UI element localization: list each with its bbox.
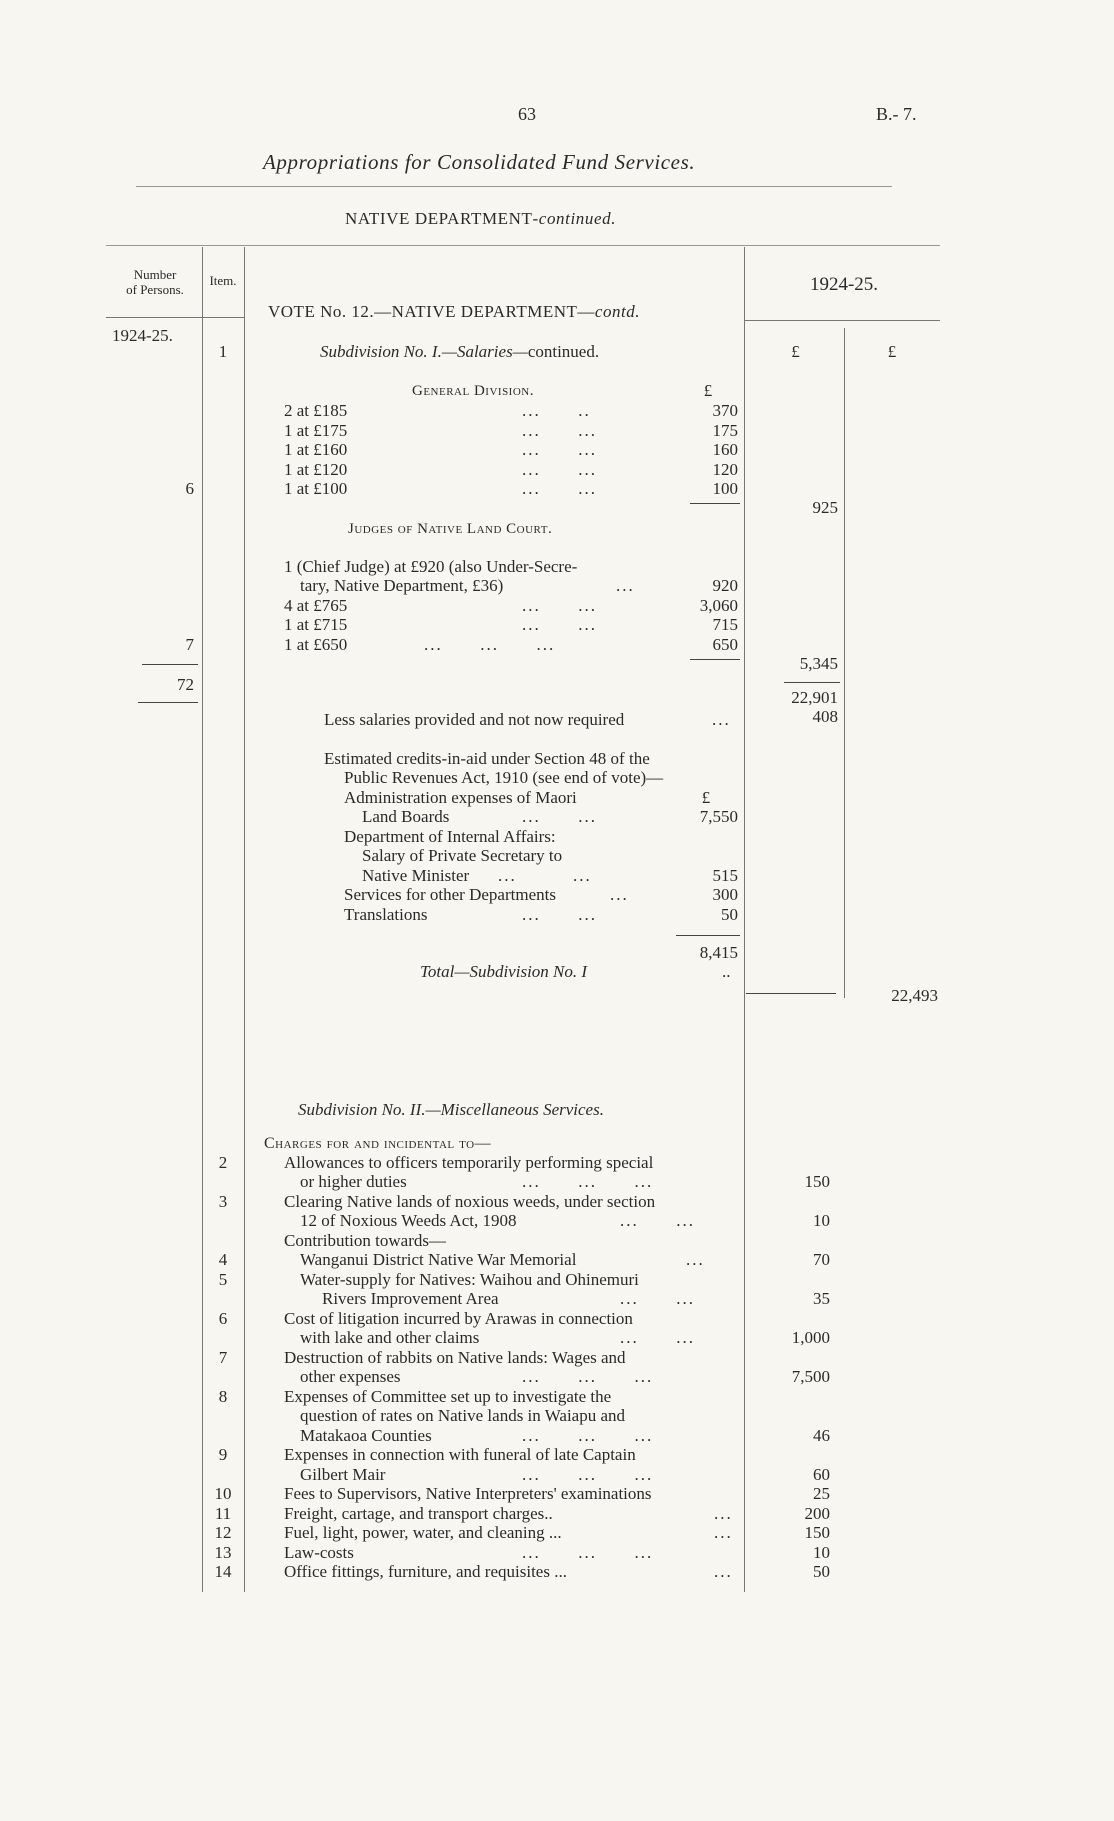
item-desc-divider [244,247,245,1592]
misc-item-desc: Matakaoa Counties [300,1426,432,1445]
department-heading-main: NATIVE DEPARTMENT [345,209,533,228]
misc-item-desc: Rivers Improvement Area [322,1289,499,1308]
credits-row-desc: Native Minister [362,866,470,885]
leader-dots: .. [722,962,731,981]
table-top-rule [106,245,940,246]
misc-item-desc: or higher duties [300,1172,407,1191]
total-subdivision-label: Total—Subdivision No. I [420,962,588,981]
leader-dots: ... ... [620,1289,695,1308]
general-row-amount: 160 [712,440,738,459]
item-number: 9 [218,1445,228,1464]
misc-item-amount: 200 [804,1504,830,1523]
leader-dots: ... [714,1562,733,1581]
gross-total: 22,901 [791,688,838,707]
misc-item-amount: 70 [813,1250,830,1269]
leader-dots: ... [616,576,635,595]
general-row-desc: 1 at £100 [284,479,348,498]
leader-dots: ... ... [522,460,597,479]
misc-item-desc: Gilbert Mair [300,1465,386,1484]
leader-dots: ... ... ... [522,1543,654,1562]
document-reference: B.- 7. [876,104,917,124]
desc-amount-divider [744,247,745,1592]
leader-dots: ... ... [498,866,592,885]
leader-dots: ... [610,885,629,904]
credits-row-amount: 7,550 [699,807,738,826]
page-title: Appropriations for Consolidated Fund Services. [263,150,696,174]
persons-total: 72 [177,675,194,694]
general-row-desc: 1 at £120 [284,460,348,479]
persons-year: 1924-25. [112,326,173,345]
persons-total-rule [142,664,198,665]
general-persons: 6 [185,479,194,498]
leader-dots: ... [712,710,731,729]
judges-row-amount: 920 [712,576,738,595]
misc-item-amount: 150 [804,1523,830,1542]
subtotal-rule [676,935,740,936]
misc-item-desc: Cost of litigation incurred by Arawas in connection [284,1309,633,1328]
pound-symbol: £ [703,381,713,400]
judges-row-desc: 1 at £650 [284,635,348,654]
misc-item-amount: 10 [813,1211,830,1230]
leader-dots: ... ... ... [522,1426,654,1445]
leader-dots: ... ... ... [522,1172,654,1191]
item-number: 6 [218,1309,228,1328]
item-number: 14 [214,1562,232,1581]
item-number: 11 [214,1504,232,1523]
item-number: 3 [218,1192,228,1211]
subdivision-two-title: —Miscellaneous Services. [425,1100,604,1119]
item-number: 1 [218,342,228,361]
subdivision-two-label: Subdivision No. II. [298,1100,426,1119]
judges-row-desc: 4 at £765 [284,596,348,615]
total-rule [784,682,840,683]
misc-item-desc: Fees to Supervisors, Native Interpreters' examinations [284,1484,652,1503]
misc-item-desc: Clearing Native lands of noxious weeds, under section [284,1192,656,1211]
pound-symbol: £ [887,342,897,361]
misc-item-desc: Office fittings, furniture, and requisites ... [284,1562,567,1581]
misc-item-amount: 1,000 [791,1328,830,1347]
persons-total-rule [138,702,198,703]
misc-item-amount: 60 [813,1465,830,1484]
item-header-rule [202,317,244,318]
leader-dots: ... ... [522,807,597,826]
vote-heading-main: VOTE No. 12.—NATIVE DEPARTMENT— [268,302,595,321]
subdivision-one-suffix: continued. [527,342,600,361]
total-rule [746,993,836,994]
misc-item-desc: question of rates on Native lands in Waiapu and [300,1406,626,1425]
judges-row-desc: tary, Native Department, £36) [300,576,504,595]
misc-item-desc: Expenses of Committee set up to investigate the [284,1387,612,1406]
item-column-header: Item. [209,273,237,288]
general-row-amount: 100 [712,479,738,498]
page-number: 63 [518,104,536,124]
judges-row-desc: 1 at £715 [284,615,348,634]
subtotal-rule [690,503,740,504]
year-header-rule [744,320,940,321]
vote-heading-suffix: contd. [594,302,640,321]
credits-row-amount: 300 [712,885,738,904]
year-column-header: 1924-25. [809,274,879,295]
item-number: 8 [218,1387,228,1406]
subdivision-one-title: —Salaries— [441,342,528,361]
credits-intro: Estimated credits-in-aid under Section 48 of the [324,749,650,768]
general-row-desc: 1 at £175 [284,421,348,440]
persons-header-rule [106,317,202,318]
vote-heading [268,303,640,320]
item-number: 2 [218,1153,228,1172]
credits-intro: Public Revenues Act, 1910 (see end of vote)— [344,768,664,787]
credits-row-desc: Translations [344,905,428,924]
leader-dots: ... ... [522,479,597,498]
leader-dots: ... ... [522,596,597,615]
credits-row-desc: Administration expenses of Maori [344,788,577,807]
leader-dots: ... .. [522,401,591,420]
leader-dots: ... [686,1250,705,1269]
judges-persons: 7 [185,635,194,654]
credits-total: 8,415 [699,943,738,962]
leader-dots: ... [714,1523,733,1542]
leader-dots: ... ... [522,905,597,924]
leader-dots: ... ... [522,421,597,440]
misc-item-desc: other expenses [300,1367,401,1386]
subdivision-one-label: Subdivision No. I. [320,342,442,361]
general-row-desc: 2 at £185 [284,401,348,420]
persons-header-line: Number [133,267,177,282]
general-row-amount: 370 [712,401,738,420]
charges-heading: Charges for and incidental to— [264,1135,492,1152]
misc-item-amount: 150 [804,1172,830,1191]
item-number: 7 [218,1348,228,1367]
misc-item-amount: 50 [813,1562,830,1581]
leader-dots: ... ... [620,1328,695,1347]
misc-item-desc: Allowances to officers temporarily performing special [284,1153,654,1172]
less-salaries-amount: 408 [812,707,838,726]
item-number: 5 [218,1270,228,1289]
judges-row-desc: 1 (Chief Judge) at £920 (also Under-Secre- [284,557,578,576]
misc-item-amount: 10 [813,1543,830,1562]
item-number: 13 [214,1543,232,1562]
subdivision-two-heading [298,1101,604,1118]
persons-column-header [108,267,202,297]
misc-item-desc: Law-costs [284,1543,354,1562]
item-number: 10 [214,1484,232,1503]
misc-item-amount: 46 [813,1426,830,1445]
department-heading [345,210,616,227]
credits-row-amount: 515 [712,866,738,885]
leader-dots: ... ... ... [522,1367,654,1386]
general-division-heading: General Division. [412,383,534,399]
leader-dots: ... [714,1504,733,1523]
less-salaries-label: Less salaries provided and not now required [324,710,625,729]
credits-row-desc: Department of Internal Affairs: [344,827,556,846]
misc-item-desc: Fuel, light, power, water, and cleaning ... [284,1523,562,1542]
misc-item-desc: Freight, cartage, and transport charges.. [284,1504,553,1523]
leader-dots: ... ... [522,440,597,459]
misc-item-amount: 35 [813,1289,830,1308]
misc-item-desc: 12 of Noxious Weeds Act, 1908 [300,1211,517,1230]
judges-heading: Judges of Native Land Court. [348,521,553,537]
leader-dots: ... ... ... [522,1465,654,1484]
leader-dots: ... ... [620,1211,695,1230]
misc-item-desc: Wanganui District Native War Memorial [300,1250,577,1269]
general-row-desc: 1 at £160 [284,440,348,459]
title-rule [136,186,892,187]
subdivision-one-total: 22,493 [891,986,938,1005]
misc-item-desc: Expenses in connection with funeral of late Captain [284,1445,636,1464]
subtotal-rule [690,659,740,660]
general-total: 925 [812,498,838,517]
judges-row-amount: 650 [712,635,738,654]
misc-item-desc: with lake and other claims [300,1328,480,1347]
general-row-amount: 175 [712,421,738,440]
credits-row-desc: Land Boards [362,807,450,826]
amount-total-divider [844,328,845,998]
item-number: 12 [214,1523,232,1542]
item-number: 4 [218,1250,228,1269]
misc-item-desc: Contribution towards— [284,1231,446,1250]
leader-dots: ... ... ... [424,635,556,654]
misc-item-amount: 25 [813,1484,830,1503]
pound-symbol: £ [791,342,800,361]
subdivision-one-heading [320,343,599,360]
pound-symbol: £ [701,788,711,807]
misc-item-desc: Water-supply for Natives: Waihou and Ohinemuri [300,1270,639,1289]
credits-row-amount: 50 [721,905,738,924]
credits-row-desc: Salary of Private Secretary to [362,846,563,865]
department-heading-suffix: -continued. [532,209,617,228]
judges-total: 5,345 [799,654,838,673]
judges-row-amount: 3,060 [699,596,738,615]
judges-row-amount: 715 [712,615,738,634]
misc-item-amount: 7,500 [791,1367,830,1386]
misc-item-desc: Destruction of rabbits on Native lands: Wages and [284,1348,626,1367]
leader-dots: ... ... [522,615,597,634]
credits-row-desc: Services for other Departments [344,885,556,904]
persons-header-line: of Persons. [126,282,184,297]
general-row-amount: 120 [712,460,738,479]
